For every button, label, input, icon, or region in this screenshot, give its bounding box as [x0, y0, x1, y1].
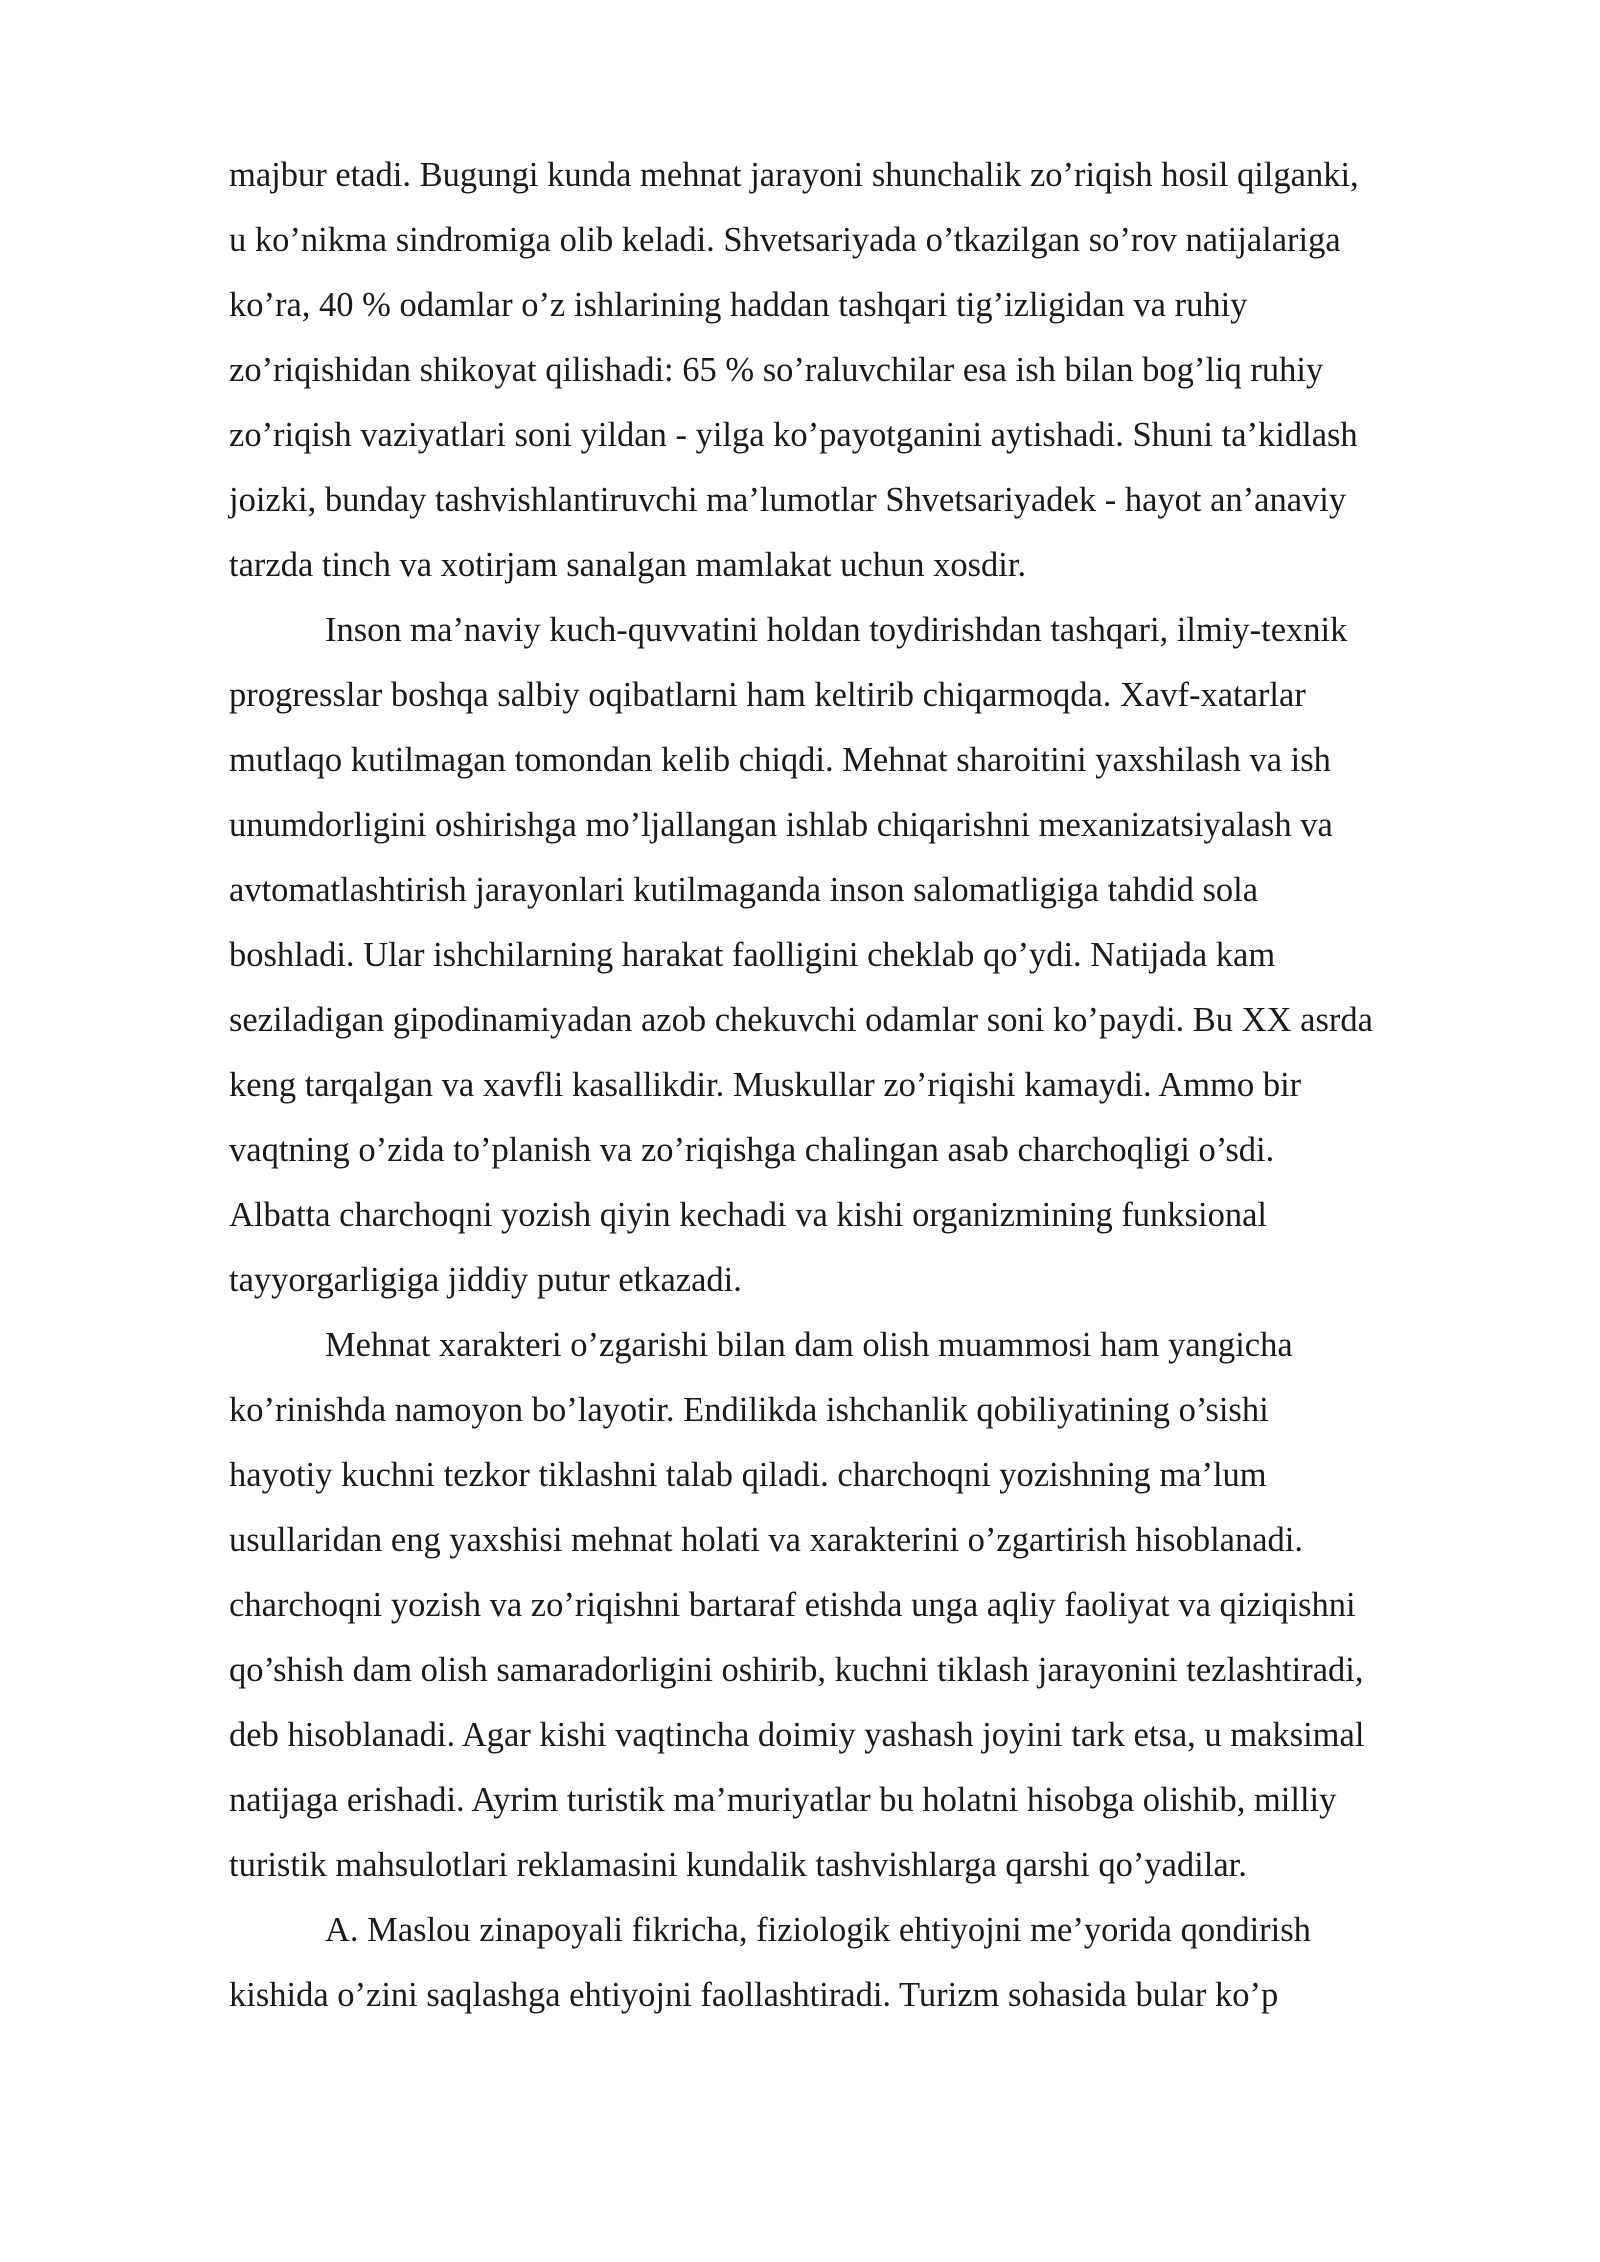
text-line: charchoqni yozish va zo’riqishni bartaraf etishda unga aqliy faoliyat va qiziqishni: [229, 1586, 1356, 1624]
text-line: mutlaqo kutilmagan tomondan kelib chiqdi. Mehnat sharoitini yaxshilash va ish: [229, 741, 1331, 779]
text-line: progresslar boshqa salbiy oqibatlarni ham keltirib chiqarmoqda. Xavf-xatarlar: [229, 676, 1306, 714]
text-line: tayyorgarligiga jiddiy putur etkazadi.: [229, 1261, 742, 1299]
text-line: Mehnat xarakteri o’zgarishi bilan dam olish muammosi ham yangicha: [325, 1326, 1293, 1364]
text-line: zo’riqish vaziyatlari soni yildan - yilga ko’payotganini aytishadi. Shuni ta’kidlash: [229, 416, 1358, 454]
text-line: u ko’nikma sindromiga olib keladi. Shvetsariyada o’tkazilgan so’rov natijalariga: [229, 221, 1341, 259]
paragraph-2: [229, 598, 1489, 1313]
text-line: ko’ra, 40 % odamlar o’z ishlarining haddan tashqari tig’izligidan va ruhiy: [229, 286, 1248, 324]
text-line: unumdorligini oshirishga mo’ljallangan ishlab chiqarishni mexanizatsiyalash va: [229, 806, 1333, 844]
text-line: ko’rinishda namoyon bo’layotir. Endilikda ishchanlik qobiliyatining o’sishi: [229, 1391, 1269, 1429]
text-line: deb hisoblanadi. Agar kishi vaqtincha doimiy yashash joyini tark etsa, u maksimal: [229, 1716, 1365, 1754]
document-page: [229, 143, 1489, 2028]
text-line: avtomatlashtirish jarayonlari kutilmaganda inson salomatligiga tahdid sola: [229, 871, 1259, 909]
text-line: usullaridan eng yaxshisi mehnat holati va xarakterini o’zgartirish hisoblanadi.: [229, 1521, 1303, 1559]
paragraph-1: [229, 143, 1489, 598]
text-line: vaqtning o’zida to’planish va zo’riqishga chalingan asab charchoqligi o’sdi.: [229, 1131, 1275, 1169]
text-line: Albatta charchoqni yozish qiyin kechadi va kishi organizmining funksional: [229, 1196, 1267, 1234]
text-line: tarzda tinch va xotirjam sanalgan mamlakat uchun xosdir.: [229, 546, 1027, 584]
text-line: qo’shish dam olish samaradorligini oshirib, kuchni tiklash jarayonini tezlashtiradi,: [229, 1651, 1364, 1689]
text-line: natijaga erishadi. Ayrim turistik ma’muriyatlar bu holatni hisobga olishib, milliy: [229, 1781, 1337, 1819]
text-line: turistik mahsulotlari reklamasini kundalik tashvishlarga qarshi qo’yadilar.: [229, 1846, 1247, 1884]
text-line: A. Maslou zinapoyali fikricha, fiziologik ehtiyojni me’yorida qondirish: [325, 1911, 1311, 1949]
text-line: joizki, bunday tashvishlantiruvchi ma’lumotlar Shvetsariyadek - hayot an’anaviy: [229, 481, 1347, 519]
paragraph-3: [229, 1313, 1489, 1898]
paragraph-4: [229, 1898, 1489, 2028]
text-line: keng tarqalgan va xavfli kasallikdir. Muskullar zo’riqishi kamaydi. Ammo bir: [229, 1066, 1302, 1104]
text-line: Inson ma’naviy kuch-quvvatini holdan toydirishdan tashqari, ilmiy-texnik: [325, 611, 1348, 649]
text-line: boshladi. Ular ishchilarning harakat faolligini cheklab qo’ydi. Natijada kam: [229, 936, 1276, 974]
text-line: seziladigan gipodinamiyadan azob chekuvchi odamlar soni ko’paydi. Bu XX asrda: [229, 1001, 1373, 1039]
text-line: majbur etadi. Bugungi kunda mehnat jarayoni shunchalik zo’riqish hosil qilganki,: [229, 156, 1359, 194]
text-line: hayotiy kuchni tezkor tiklashni talab qiladi. charchoqni yozishning ma’lum: [229, 1456, 1267, 1494]
text-line: kishida o’zini saqlashga ehtiyojni faollashtiradi. Turizm sohasida bular ko’p: [229, 1976, 1279, 2014]
text-line: zo’riqishidan shikoyat qilishadi: 65 % so’raluvchilar esa ish bilan bog’liq ruhiy: [229, 351, 1324, 389]
